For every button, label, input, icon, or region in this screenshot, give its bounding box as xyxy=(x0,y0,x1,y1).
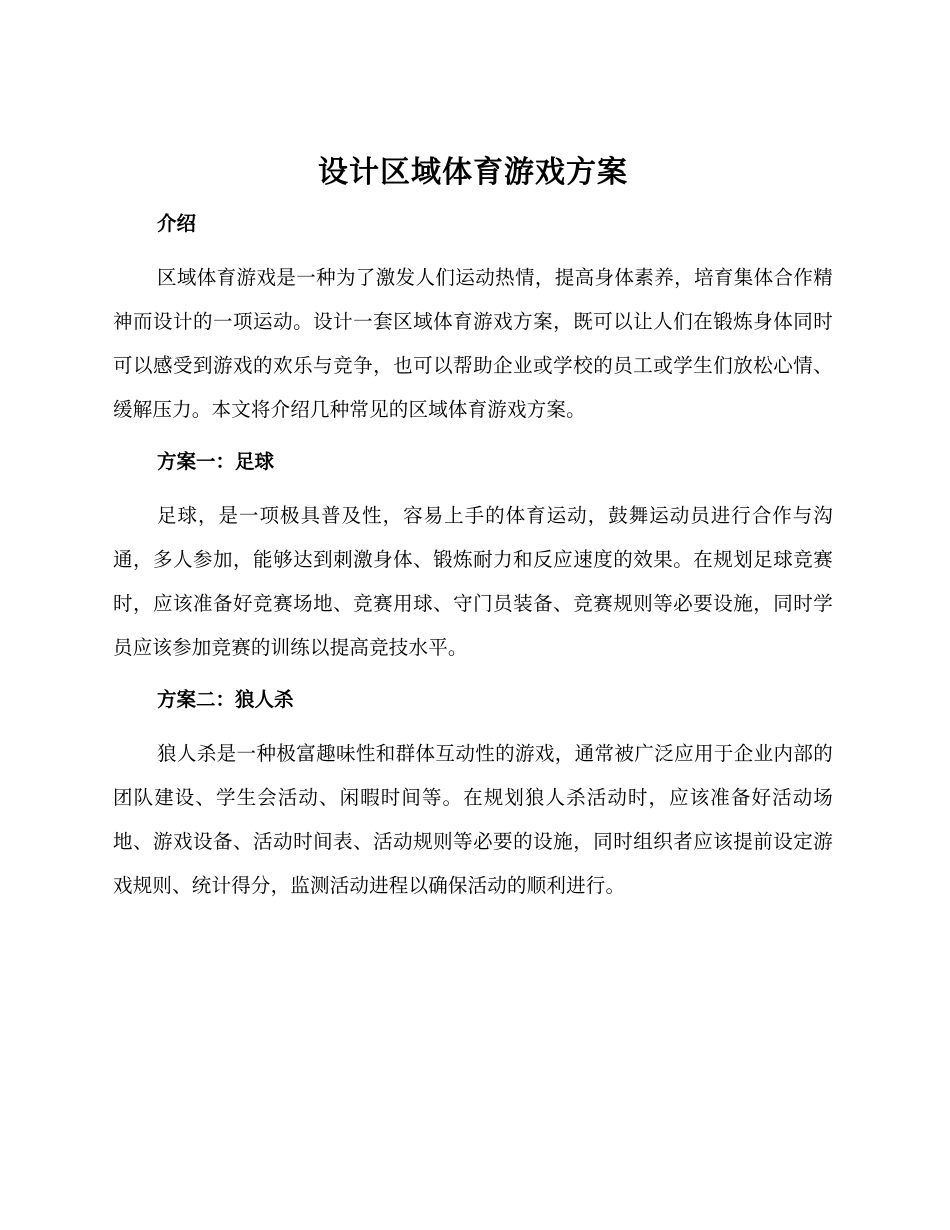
section-heading-intro: 介绍 xyxy=(157,212,197,235)
spacer xyxy=(113,670,833,678)
section-heading-werewolf: 方案二：狼人杀 xyxy=(157,688,294,711)
document-title: 设计区域体育游戏方案 xyxy=(318,155,628,190)
spacer xyxy=(113,484,833,494)
section-paragraph-football: 足球，是一项极具普及性，容易上手的体育运动，鼓舞运动员进行合作与沟通，多人参加，能够达到刺激身体、锻炼耐力和反应速度的效果。在规划足球竞赛时，应该准备好竞赛场地、竞赛用球、守门员装备、竞赛规则等必要设施，同时学员应该参加竞赛的训练以提高竞技水平。 xyxy=(113,504,833,659)
section-paragraph-intro: 区域体育游戏是一种为了激发人们运动热情，提高身体素养，培育集体合作精神而设计的一项运动。设计一套区域体育游戏方案，既可以让人们在锻炼身体同时可以感受到游戏的欢乐与竞争，也可以帮助企业或学校的员工或学生们放松心情、缓解压力。本文将介绍几种常见的区域体育游戏方案。 xyxy=(113,266,833,421)
spacer xyxy=(113,432,833,440)
section-heading-football: 方案一：足球 xyxy=(157,450,275,473)
spacer xyxy=(113,246,833,256)
section-paragraph-werewolf: 狼人杀是一种极富趣味性和群体互动性的游戏，通常被广泛应用于企业内部的团队建设、学生会活动、闲暇时间等。在规划狼人杀活动时，应该准备好活动场地、游戏设备、活动时间表、活动规则等必要的设施，同时组织者应该提前设定游戏规则、统计得分，监测活动进程以确保活动的顺利进行。 xyxy=(113,742,833,897)
spacer xyxy=(113,722,833,732)
document-content xyxy=(113,150,833,908)
